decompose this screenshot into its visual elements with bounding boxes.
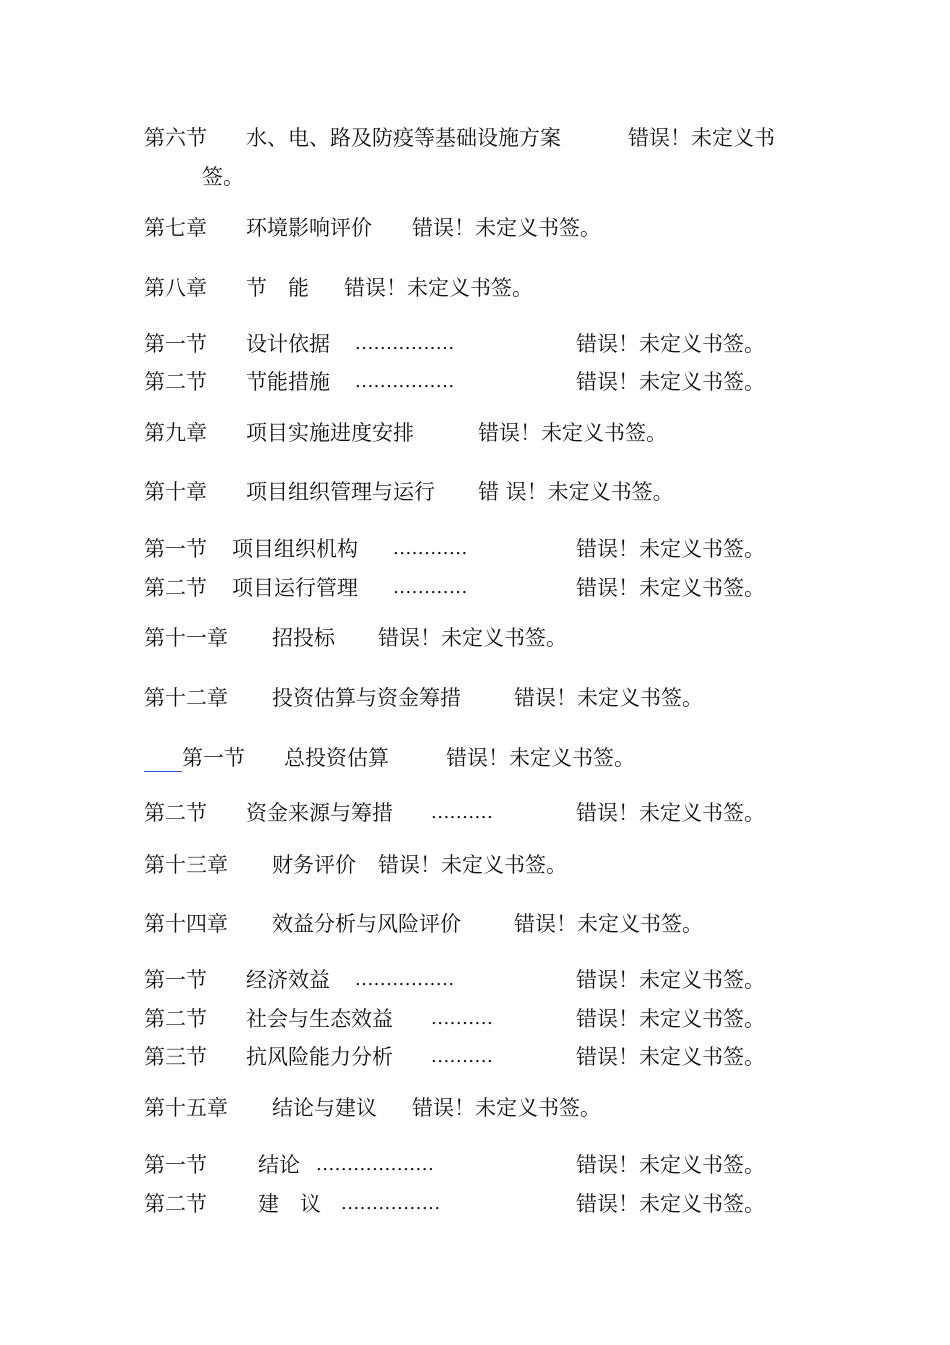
toc-title: 社会与生态效益: [246, 1007, 393, 1031]
toc-label: 第一节: [144, 332, 207, 356]
toc-page-ref: 错误！未定义书签。: [514, 912, 703, 936]
toc-title: 设计依据: [246, 332, 330, 356]
toc-title: 节能措施: [246, 370, 330, 394]
toc-leader: ................: [355, 969, 455, 990]
toc-label: 第一节: [182, 746, 245, 770]
toc-page-ref: 错误！未定义书签。: [576, 1153, 765, 1177]
toc-label: 第十章: [144, 480, 207, 504]
toc-label: 第一节: [144, 968, 207, 992]
toc-label: 第七章: [144, 216, 207, 240]
toc-page-ref: 错误！未定义书签。: [576, 370, 765, 394]
toc-label: 第三节: [144, 1045, 207, 1069]
toc-label: 第八章: [144, 276, 207, 300]
toc-leader: ............: [393, 577, 468, 598]
toc-title: 项目组织管理与运行: [246, 480, 435, 504]
toc-title: 结论与建议: [272, 1096, 377, 1120]
toc-title: 投资估算与资金筹措: [272, 686, 461, 710]
toc-page-ref: 错误！未定义书签。: [576, 801, 765, 825]
toc-leader: ..........: [431, 1046, 494, 1067]
toc-label: 第十五章: [144, 1096, 228, 1120]
toc-leader: ..........: [431, 1008, 494, 1029]
toc-title: 项目运行管理: [232, 576, 358, 600]
toc-title: 总投资估算: [284, 746, 389, 770]
toc-page-ref: 错误！未定义书签。: [576, 576, 765, 600]
toc-title: 招投标: [272, 626, 335, 650]
toc-page-ref: 错误！未定义书签。: [576, 968, 765, 992]
toc-title: 财务评价: [272, 853, 356, 877]
toc-title: 水、电、路及防疫等基础设施方案: [246, 126, 561, 150]
toc-page-ref: 错误！未定义书签。: [378, 853, 567, 877]
toc-title: 经济效益: [246, 968, 330, 992]
toc-page-ref: 错误！未定义书签。: [576, 1007, 765, 1031]
toc-page-ref: 错 误！未定义书签。: [478, 480, 674, 504]
toc-page-ref: 错误！未定义书签。: [576, 332, 765, 356]
toc-page-ref: 错误！未定义书签。: [446, 746, 635, 770]
toc-page-ref: 错误！未定义书签。: [576, 1192, 765, 1216]
toc-page-ref: 错误！未定义书签。: [514, 686, 703, 710]
toc-leader: ...................: [316, 1154, 435, 1175]
toc-leader: ................: [355, 333, 455, 354]
toc-label: 第九章: [144, 421, 207, 445]
toc-page-ref: 错误！未定义书签。: [576, 537, 765, 561]
toc-label: 第二节: [144, 1007, 207, 1031]
toc-leader: ..........: [431, 802, 494, 823]
toc-label: 第十二章: [144, 686, 228, 710]
toc-title: 节 能: [246, 276, 309, 300]
toc-page-ref: 错误！未定义书签。: [344, 276, 533, 300]
toc-title: 资金来源与筹措: [246, 801, 393, 825]
toc-leader: ................: [355, 371, 455, 392]
toc-page-ref: 错误！未定义书签。: [478, 421, 667, 445]
toc-page-ref: 错误！未定义书签。: [378, 626, 567, 650]
toc-label: 第一节: [144, 537, 207, 561]
toc-label: 第十三章: [144, 853, 228, 877]
toc-label: 第二节: [144, 1192, 207, 1216]
toc-label: 第二节: [144, 576, 207, 600]
underline-mark: [144, 771, 182, 772]
toc-label: 第十一章: [144, 626, 228, 650]
toc-label: 第十四章: [144, 912, 228, 936]
toc-title: 效益分析与风险评价: [272, 912, 461, 936]
toc-page-ref: 错误！未定义书签。: [412, 216, 601, 240]
toc-page-ref: 错误！未定义书: [628, 126, 775, 150]
toc-title: 项目组织机构: [232, 537, 358, 561]
toc-page-ref-wrap: 签。: [202, 165, 244, 189]
toc-title: 建 议: [258, 1192, 321, 1216]
toc-leader: ............: [393, 538, 468, 559]
toc-label: 第六节: [144, 126, 207, 150]
toc-page-ref: 错误！未定义书签。: [576, 1045, 765, 1069]
toc-page-ref: 错误！未定义书签。: [412, 1096, 601, 1120]
toc-title: 结论: [258, 1153, 300, 1177]
toc-label: 第一节: [144, 1153, 207, 1177]
toc-title: 抗风险能力分析: [246, 1045, 393, 1069]
toc-leader: ................: [341, 1193, 441, 1214]
toc-label: 第二节: [144, 370, 207, 394]
toc-title: 项目实施进度安排: [246, 421, 414, 445]
toc-title: 环境影响评价: [246, 216, 372, 240]
toc-label: 第二节: [144, 801, 207, 825]
